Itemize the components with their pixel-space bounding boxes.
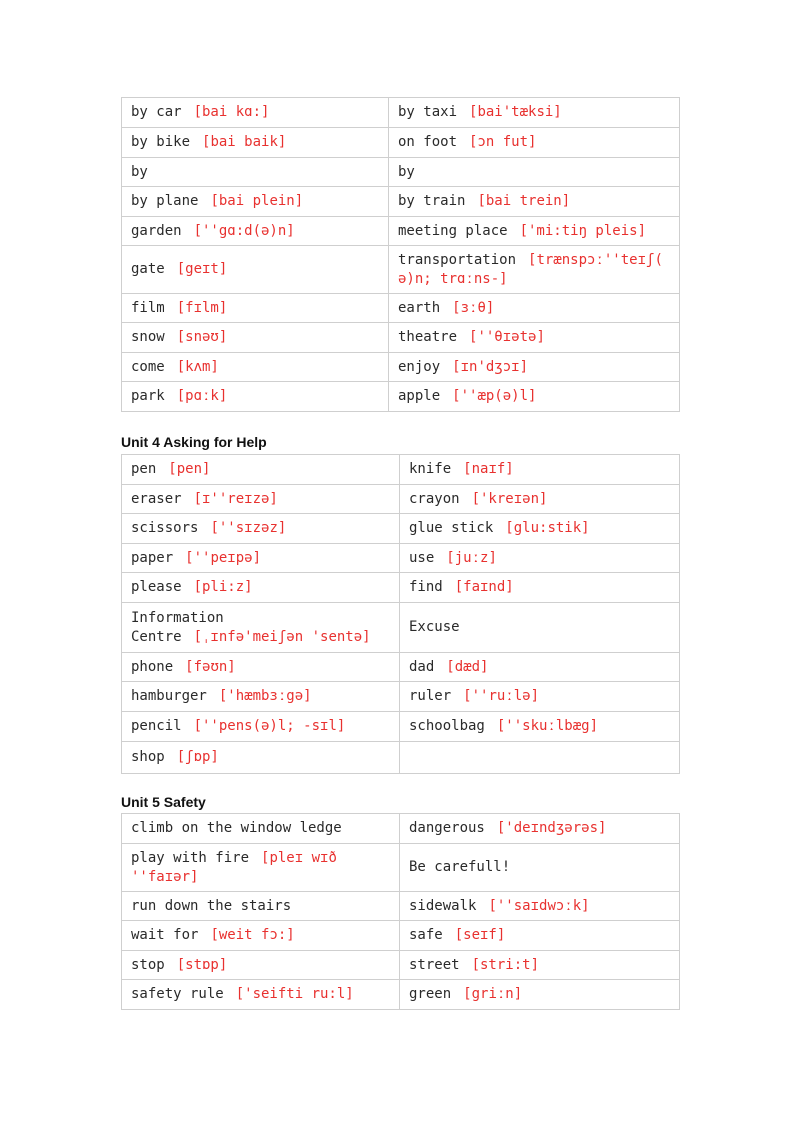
- vocab-cell: [400, 712, 680, 742]
- vocab-word: crayon: [409, 490, 460, 507]
- phonetic-transcription: [geɪt]: [176, 261, 228, 277]
- table-row: [122, 603, 680, 653]
- vocab-word: snow: [131, 329, 165, 345]
- phonetic-transcription: [fəʊn]: [185, 658, 236, 675]
- vocab-word: run down the stairs: [131, 897, 292, 914]
- phonetic-transcription: [pleɪ wɪð ''faɪər]: [131, 849, 337, 885]
- table-row: [122, 573, 680, 603]
- vocab-word: safe: [409, 927, 443, 943]
- table-row: [122, 455, 680, 485]
- vocab-cell: [400, 742, 680, 774]
- vocab-cell: [400, 682, 680, 712]
- table-row: [122, 980, 680, 1010]
- phonetic-transcription: [ˌɪnfə'meiʃən 'sentə]: [193, 628, 371, 645]
- phonetic-transcription: ['seifti ru:l]: [235, 986, 354, 1002]
- vocab-cell: [400, 921, 680, 951]
- table-row: [122, 814, 680, 844]
- vocab-word: knife: [409, 461, 452, 477]
- table-row: [122, 187, 680, 217]
- vocab-cell: [389, 128, 680, 158]
- phonetic-transcription: [seɪf]: [454, 927, 506, 943]
- phonetic-transcription: [ɪ''reɪzə]: [193, 490, 278, 507]
- phonetic-transcription: [''æp(ə)l]: [452, 388, 537, 404]
- phonetic-transcription: [snəʊ]: [176, 329, 228, 345]
- vocab-word: by car: [131, 104, 182, 120]
- vocab-word: enjoy: [398, 358, 441, 375]
- vocab-word: Excuse: [409, 619, 460, 635]
- vocab-cell: [122, 187, 389, 217]
- phonetic-transcription: [''pens(ə)l; -sɪl]: [193, 718, 346, 734]
- phonetic-transcription: [pli:z]: [193, 579, 253, 595]
- phonetic-transcription: ['hæmbɜːgə]: [218, 688, 312, 704]
- vocab-word: gate: [131, 261, 165, 277]
- phonetic-transcription: [faɪnd]: [454, 579, 514, 595]
- vocab-word: by: [398, 163, 415, 180]
- vocab-cell: [122, 844, 400, 892]
- table-row: [122, 246, 680, 294]
- vocab-cell: [400, 573, 680, 603]
- vocab-cell: [122, 603, 400, 653]
- phonetic-transcription: [ɪn'dʒɔɪ]: [452, 358, 529, 375]
- unit5-heading: Unit 5 Safety: [121, 794, 206, 810]
- vocab-cell: [122, 217, 389, 246]
- vocab-cell: [122, 323, 389, 353]
- table-row: [122, 128, 680, 158]
- vocab-word: by: [131, 163, 148, 180]
- vocab-word: by taxi: [398, 104, 458, 120]
- phonetic-transcription: [''gɑ:d(ə)n]: [193, 222, 295, 239]
- phonetic-transcription: [''sɪzəz]: [210, 520, 287, 536]
- vocab-cell: [122, 353, 389, 382]
- vocab-word: please: [131, 579, 182, 595]
- vocab-word: by train: [398, 193, 466, 209]
- vocab-cell: [122, 128, 389, 158]
- vocab-word: by bike: [131, 134, 191, 150]
- phonetic-transcription: ['mi:tiŋ pleis]: [519, 222, 647, 239]
- vocab-cell: [400, 892, 680, 921]
- vocab-word: pen: [131, 461, 157, 477]
- vocab-word: ruler: [409, 688, 452, 704]
- table-row: [122, 158, 680, 187]
- table-row: [122, 742, 680, 774]
- vocab-word: wait for: [131, 927, 199, 943]
- phonetic-transcription: [''ruːlə]: [463, 688, 540, 704]
- phonetic-transcription: [trænspɔː''teɪʃ(ə)n; trɑːns-]: [398, 251, 663, 287]
- phonetic-transcription: [''peɪpə]: [185, 549, 262, 566]
- vocab-cell: [400, 814, 680, 844]
- table-row: [122, 323, 680, 353]
- phonetic-transcription: [dæd]: [446, 658, 489, 675]
- vocab-word: earth: [398, 299, 441, 316]
- vocab-cell: [122, 712, 400, 742]
- vocab-cell: [122, 455, 400, 485]
- vocab-cell: [389, 217, 680, 246]
- phonetic-transcription: [ɔn fut]: [469, 134, 537, 150]
- table-row: [122, 353, 680, 382]
- vocab-cell: [389, 98, 680, 128]
- vocab-cell: [400, 951, 680, 980]
- vocab-word: street: [409, 956, 460, 973]
- phonetic-transcription: [''skuːlbæg]: [496, 718, 599, 734]
- vocab-table-unit5: [121, 813, 680, 1010]
- table-row: [122, 544, 680, 573]
- vocab-table-unit4: [121, 454, 680, 774]
- phonetic-transcription: ['deɪndʒərəs]: [496, 820, 607, 836]
- vocab-cell: [122, 246, 389, 294]
- vocab-word: safety rule: [131, 986, 224, 1002]
- vocab-cell: [400, 844, 680, 892]
- vocab-word: meeting place: [398, 222, 508, 239]
- vocab-word: Be carefull!: [409, 859, 511, 875]
- vocab-cell: [400, 980, 680, 1010]
- vocab-cell: [389, 158, 680, 187]
- table-row: [122, 951, 680, 980]
- phonetic-transcription: [pen]: [168, 461, 211, 477]
- vocab-cell: [400, 455, 680, 485]
- vocab-cell: [400, 544, 680, 573]
- table-row: [122, 485, 680, 514]
- vocab-word: sidewalk: [409, 897, 477, 914]
- table-row: [122, 844, 680, 892]
- table-row: [122, 98, 680, 128]
- vocab-table-transport: [121, 97, 680, 412]
- vocab-cell: [122, 682, 400, 712]
- vocab-word: by plane: [131, 193, 199, 209]
- table-row: [122, 217, 680, 246]
- vocab-word: glue stick: [409, 520, 494, 536]
- vocab-word: Information Centre: [131, 609, 224, 645]
- phonetic-transcription: [fɪlm]: [176, 299, 228, 316]
- vocab-word: theatre: [398, 329, 458, 345]
- vocab-cell: [122, 653, 400, 682]
- phonetic-transcription: [ɜːθ]: [452, 299, 495, 316]
- vocab-cell: [122, 485, 400, 514]
- vocab-cell: [122, 921, 400, 951]
- vocab-cell: [122, 158, 389, 187]
- vocab-word: pencil: [131, 718, 182, 734]
- table-row: [122, 382, 680, 412]
- vocab-cell: [122, 742, 400, 774]
- table-row: [122, 653, 680, 682]
- vocab-word: schoolbag: [409, 718, 485, 734]
- vocab-cell: [122, 294, 389, 323]
- vocab-word: on foot: [398, 134, 458, 150]
- vocab-cell: [122, 98, 389, 128]
- vocab-cell: [122, 514, 400, 544]
- phonetic-transcription: [weit fɔ:]: [210, 927, 295, 943]
- vocab-word: hamburger: [131, 688, 207, 704]
- vocab-word: dangerous: [409, 820, 485, 836]
- phonetic-transcription: ['kreɪən]: [471, 490, 548, 507]
- vocab-word: apple: [398, 388, 441, 404]
- vocab-word: phone: [131, 658, 174, 675]
- table-row: [122, 712, 680, 742]
- phonetic-transcription: [pɑːk]: [176, 388, 228, 404]
- vocab-cell: [389, 246, 680, 294]
- phonetic-transcription: [bai kɑ:]: [193, 104, 270, 120]
- vocab-word: dad: [409, 658, 435, 675]
- vocab-cell: [122, 573, 400, 603]
- vocab-word: garden: [131, 222, 182, 239]
- phonetic-transcription: [naɪf]: [463, 461, 514, 477]
- phonetic-transcription: [stri:t]: [471, 956, 540, 973]
- vocab-cell: [389, 353, 680, 382]
- phonetic-transcription: [stɒp]: [176, 956, 228, 973]
- vocab-cell: [122, 382, 389, 412]
- table-row: [122, 294, 680, 323]
- table-row: [122, 892, 680, 921]
- vocab-cell: [122, 544, 400, 573]
- vocab-word: transportation: [398, 251, 517, 268]
- vocab-cell: [389, 382, 680, 412]
- vocab-cell: [389, 294, 680, 323]
- phonetic-transcription: [griːn]: [463, 986, 523, 1002]
- phonetic-transcription: [kʌm]: [176, 358, 219, 375]
- vocab-cell: [400, 603, 680, 653]
- vocab-word: park: [131, 388, 165, 404]
- vocab-cell: [122, 814, 400, 844]
- vocab-cell: [122, 980, 400, 1010]
- vocab-word: come: [131, 358, 165, 375]
- vocab-cell: [122, 951, 400, 980]
- vocab-cell: [400, 485, 680, 514]
- phonetic-transcription: [''saɪdwɔːk]: [488, 897, 590, 914]
- vocab-word: paper: [131, 549, 174, 566]
- phonetic-transcription: [glu:stik]: [505, 520, 590, 536]
- phonetic-transcription: [bai trein]: [477, 193, 571, 209]
- phonetic-transcription: [ʃɒp]: [176, 749, 219, 765]
- phonetic-transcription: [bai baik]: [202, 134, 287, 150]
- table-row: [122, 682, 680, 712]
- vocab-word: play with fire: [131, 849, 250, 866]
- vocab-word: scissors: [131, 520, 199, 536]
- vocab-word: find: [409, 579, 443, 595]
- vocab-cell: [389, 187, 680, 217]
- vocab-word: film: [131, 299, 165, 316]
- phonetic-transcription: [''θɪətə]: [469, 329, 545, 345]
- vocab-cell: [400, 653, 680, 682]
- vocab-word: stop: [131, 956, 165, 973]
- vocab-word: green: [409, 986, 452, 1002]
- table-row: [122, 921, 680, 951]
- vocab-cell: [389, 323, 680, 353]
- vocab-cell: [122, 892, 400, 921]
- phonetic-transcription: [bai plein]: [210, 193, 304, 209]
- vocab-word: use: [409, 549, 435, 566]
- phonetic-transcription: [bai'tæksi]: [469, 104, 562, 120]
- vocab-word: climb on the window ledge: [131, 820, 342, 836]
- vocab-word: shop: [131, 749, 165, 765]
- vocab-cell: [400, 514, 680, 544]
- vocab-word: eraser: [131, 490, 182, 507]
- table-row: [122, 514, 680, 544]
- unit4-heading: Unit 4 Asking for Help: [121, 434, 267, 450]
- phonetic-transcription: [juːz]: [446, 549, 497, 566]
